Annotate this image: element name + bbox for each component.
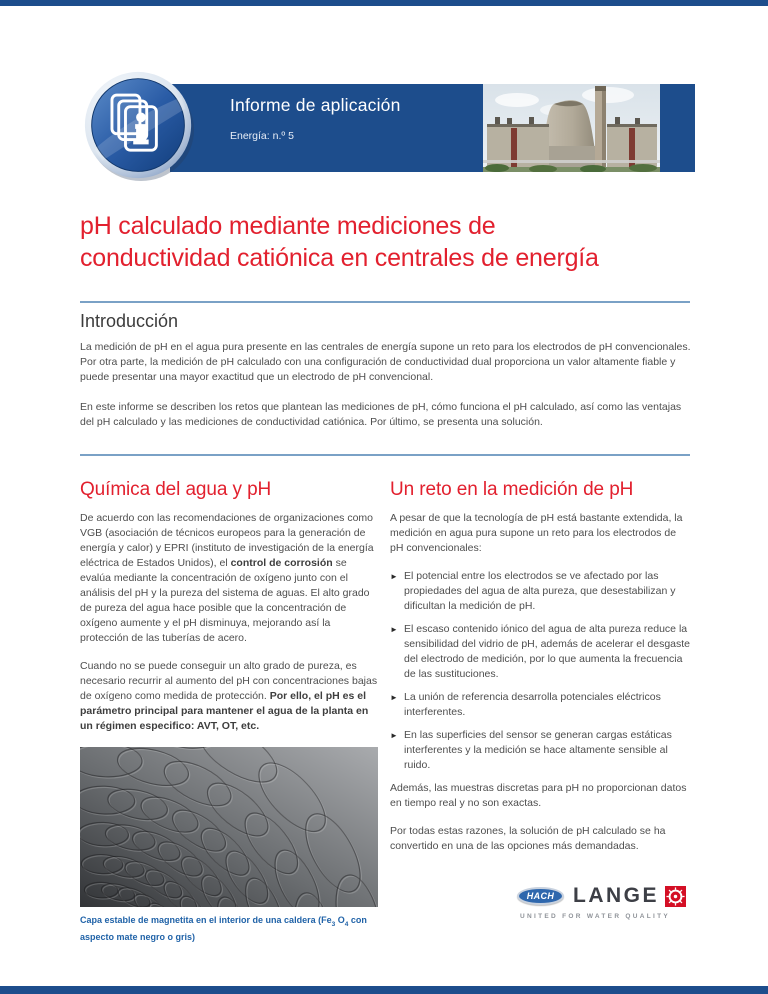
section-rule	[80, 301, 690, 303]
figure-caption: Capa estable de magnetita en el interior de una caldera ($Fe_3$ $O_4$ con aspecto mate negro o gris)	[80, 915, 367, 942]
intro-paragraph: La medición de pH en el agua pura presente en las centrales de energía supone un reto para los electrodos de pH convencionales. Por otra parte, la medición de pH calculado con una configuración de conductividad dual proporciona un valor altamente fiable y puede presentar una mayor exactitud que un electrodo de pH convencional.	[80, 341, 691, 383]
lange-red-square-icon	[665, 886, 686, 907]
page-title-line2: conductividad catiónica en centrales de energía	[80, 244, 599, 272]
arrow-bullet-icon: ►	[390, 693, 398, 702]
intro-paragraph: En este informe se describen los retos que plantean las mediciones de pH, cómo funciona el pH calculado, así como las ventajas del pH calculado y las mediciones de conductividad catiónica. Por último, se presenta una solución.	[80, 401, 682, 428]
right-intro-paragraph: A pesar de que la tecnología de pH está bastante extendida, la medición en agua pura supone un reto para los electrodos de pH convencionales:	[390, 512, 683, 554]
arrow-bullet-icon: ►	[390, 625, 398, 634]
power-plant-photo	[483, 84, 660, 172]
challenge-bullet-list	[390, 569, 691, 773]
intro-heading: Introducción	[80, 311, 179, 331]
lange-wordmark: LANGE	[573, 884, 659, 907]
report-header-band	[170, 84, 695, 172]
arrow-bullet-icon: ►	[390, 731, 398, 740]
list-item: ► La unión de referencia desarrolla potenciales eléctricos interferentes.	[390, 691, 661, 718]
right-column-heading: Un reto en la medición de pH	[390, 479, 634, 500]
left-column-heading: Química del agua y pH	[80, 479, 272, 500]
info-documents-icon	[83, 70, 195, 182]
left-paragraph-2: Cuando no se puede conseguir un alto grado de pureza, es necesario recurrir al aumento del pH con concentraciones bajas de oxígeno como medida de protección. Por ello, el pH es el parámetro principal para mantener el agua de la planta en un régimen especifico: AVT, OT, etc.	[80, 660, 378, 732]
page-title	[80, 210, 702, 274]
list-item: ► El potencial entre los electrodos se ve afectado por las propiedades del agua de alta pureza, que desestabilizan y dificultan la medición de pH.	[390, 570, 676, 612]
page-title-line1: pH calculado mediante mediciones de	[80, 212, 496, 240]
report-type-title: Informe de aplicación	[230, 95, 401, 115]
intro-body	[80, 340, 692, 445]
magnetite-photo	[80, 747, 378, 943]
bottom-accent-bar	[0, 986, 768, 994]
section-rule	[80, 454, 690, 456]
closing-paragraph: Además, las muestras discretas para pH no proporcionan datos en tiempo real y no son exactas.	[390, 782, 687, 809]
arrow-bullet-icon: ►	[390, 572, 398, 581]
logo-tagline: UNITED FOR WATER QUALITY	[520, 913, 671, 920]
hach-lange-logo	[517, 884, 693, 920]
list-item: ► El escaso contenido iónico del agua de alta pureza reduce la sensibilidad del vidrio de pH, además de acelerar el desgaste del electrodo de medición, por lo que aumenta la frecuencia de las sustituciones.	[390, 623, 691, 680]
column-ph-challenge	[390, 479, 691, 867]
closing-paragraph: Por todas estas razones, la solución de pH calculado se ha convertido en una de las opciones más demandadas.	[390, 825, 666, 852]
logo-row	[517, 884, 693, 908]
hach-logo: HACH	[517, 887, 564, 905]
top-accent-bar	[0, 0, 768, 6]
list-item: ► En las superficies del sensor se generan cargas estáticas interferentes y la medición se hace altamente sensible al ruido.	[390, 729, 672, 771]
report-series-subtitle: Energía: n.º 5	[230, 130, 294, 142]
left-paragraph-1: De acuerdo con las recomendaciones de organizaciones como VGB (asociación de técnicos europeos para la generación de energía y calor) y EPRI (instituto de investigación de la energía eléctrica de Estados Unidos), el control de corrosión se evalúa mediante la concentración de oxígeno junto con el análisis del pH y la pureza del sistema de aguas. El alto grado de pureza del agua hace posible que la concentración de oxígeno aumente y el pH disminuya, mejorando así la protección de las tuberías de acero.	[80, 512, 374, 644]
column-water-chemistry	[80, 479, 378, 943]
